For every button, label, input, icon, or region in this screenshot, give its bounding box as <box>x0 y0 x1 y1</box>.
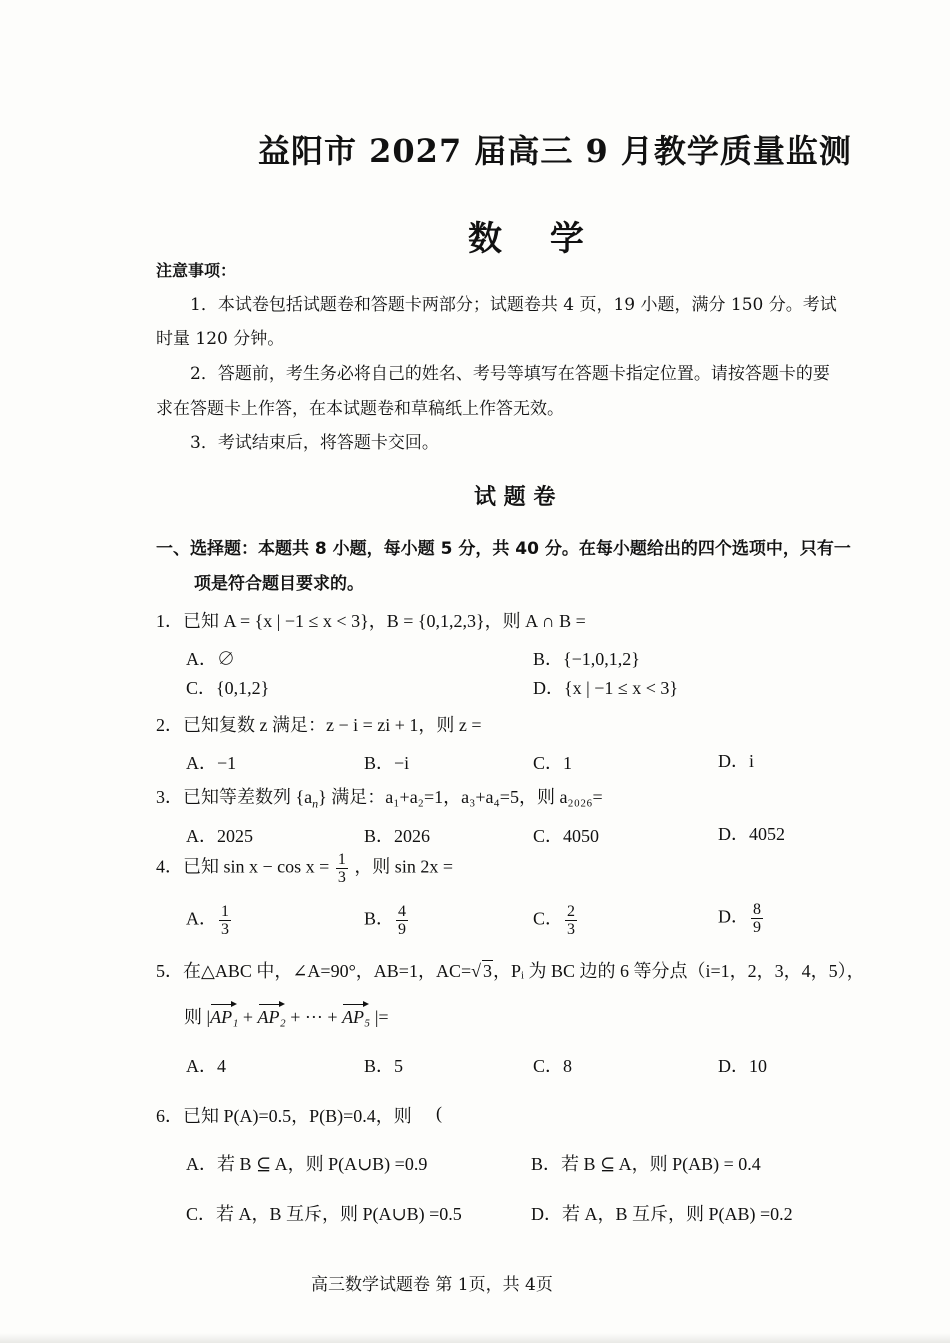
vector-ap5: AP₅ <box>342 1001 370 1028</box>
question-2-option-b: B．−i <box>364 753 410 773</box>
fraction-numerator: 1 <box>221 903 229 920</box>
subject-title: 数 学 <box>468 219 602 259</box>
question-6-option-c: C．若 A，B 互斥，则 P(A∪B) =0.5 <box>186 1204 462 1224</box>
question-4-option-c <box>533 903 579 938</box>
option-label: C． <box>533 908 564 929</box>
paper-title: 试 题 卷 <box>474 485 556 510</box>
question-4-option-d <box>718 901 765 936</box>
question-4-stem <box>156 851 453 886</box>
exam-title: 益阳市 2027 届高三 9 月教学质量监测 <box>258 132 852 170</box>
page-footer: 高三数学试题卷 第 1页，共 4页 <box>311 1275 553 1295</box>
notice-item-2-line-2: 求在答题卡上作答，在本试题卷和草稿纸上作答无效。 <box>156 399 564 419</box>
question-3-option-a: A．2025 <box>186 826 253 846</box>
option-fraction <box>751 901 763 936</box>
question-3-stem <box>156 783 603 812</box>
question-1-option-b: B．{−1,0,1,2} <box>533 649 640 669</box>
stray-bracket-mark: ( <box>436 1103 442 1123</box>
option-fraction <box>396 903 408 938</box>
question-6-option-b: B．若 B ⊆ A，则 P(AB) = 0.4 <box>531 1154 761 1174</box>
question-5-stem-prefix: 5．在△ABC 中，∠A=90°，AB=1，AC= <box>156 961 472 981</box>
abs-open: 则 | <box>184 1007 211 1027</box>
question-5-option-a: A．4 <box>186 1056 226 1076</box>
question-5-option-d: D．10 <box>718 1056 767 1076</box>
notice-item-2-line-1: 2．答题前，考生务必将自己的姓名、考号等填写在答题卡指定位置。请按答题卡的要 <box>190 364 830 384</box>
question-5-vector-expression <box>184 1001 389 1029</box>
question-2-option-a: A．−1 <box>186 753 237 773</box>
fraction-numerator: 4 <box>398 903 407 920</box>
plus-sign: + <box>238 1007 258 1027</box>
question-2-option-c: C．1 <box>533 753 573 773</box>
question-6-option-d: D．若 A，B 互斥，则 P(AB) =0.2 <box>531 1204 793 1224</box>
fraction-numerator: 1 <box>337 851 346 868</box>
question-5-sqrt-radicand: 3 <box>483 961 492 981</box>
question-5-stem <box>156 957 865 983</box>
question-1-option-c: C．{0,1,2} <box>186 678 270 698</box>
fraction-numerator: 8 <box>753 901 761 918</box>
question-1-stem: 1．已知 A = {x | −1 ≤ x < 3}，B = {0,1,2,3}，则 A ∩ B = <box>156 611 586 631</box>
notice-heading: 注意事项： <box>156 261 237 280</box>
question-2-stem: 2．已知复数 z 满足：z − i = zi + 1，则 z = <box>156 715 482 735</box>
fraction-denominator: 9 <box>398 921 407 938</box>
option-fraction <box>219 903 231 938</box>
question-3-stem-suffix: } 满足：a₁+a₂=1，a₃+a₄=5，则 a₂₀₂₆= <box>318 787 603 807</box>
notice-item-1-line-1: 1．本试卷包括试题卷和答题卡两部分；试题卷共 4 页，19 小题，满分 150 分。考试 <box>190 295 837 315</box>
fraction-denominator: 3 <box>221 921 229 938</box>
option-label: B． <box>364 908 395 929</box>
fraction-denominator: 9 <box>753 919 761 936</box>
vector-ap1: AP₁ <box>210 1001 238 1028</box>
question-6-stem: 6．已知 P(A)=0.5，P(B)=0.4，则 <box>156 1106 412 1126</box>
question-3-stem-prefix: 3．已知等差数列 {a <box>156 787 313 807</box>
notice-item-3: 3．考试结束后，将答题卡交回。 <box>190 433 439 453</box>
part-1-instruction-line-2: 项是符合题目要求的。 <box>194 574 364 594</box>
question-5-stem-suffix: ，Pᵢ 为 BC 边的 6 等分点（i=1，2，3，4，5）， <box>493 961 865 981</box>
question-3-option-d: D．4052 <box>718 824 785 844</box>
question-1-option-a: A．∅ <box>186 649 235 669</box>
option-fraction <box>565 903 577 938</box>
question-4-option-a <box>186 903 233 938</box>
question-6-option-a: A．若 B ⊆ A，则 P(A∪B) =0.9 <box>186 1154 428 1174</box>
question-5-option-b: B．5 <box>364 1056 404 1076</box>
option-label: A． <box>186 908 217 929</box>
question-3-option-c: C．4050 <box>533 826 600 846</box>
fraction-numerator: 2 <box>567 903 576 920</box>
question-4-option-b <box>364 903 410 938</box>
question-4-stem-suffix: ，则 sin 2x = <box>354 856 453 877</box>
notice-item-1-line-2: 时量 120 分钟。 <box>156 329 285 349</box>
question-3-subscript: n <box>312 796 319 811</box>
option-label: D． <box>718 906 749 927</box>
question-4-stem-prefix: 4．已知 sin x − cos x = <box>156 856 330 877</box>
sqrt-sign: √ <box>471 961 481 981</box>
ellipsis-sum: + ··· + <box>285 1007 343 1027</box>
fraction-denominator: 3 <box>567 921 576 938</box>
fraction-denominator: 3 <box>337 869 346 886</box>
question-2-option-d: D．i <box>718 751 754 771</box>
part-1-instruction-line-1: 一、选择题：本题共 8 小题，每小题 5 分，共 40 分。在每小题给出的四个选项中，只有一 <box>156 539 851 559</box>
scan-edge-shadow <box>0 1333 950 1343</box>
vector-ap2: AP₂ <box>258 1001 286 1028</box>
abs-close: |= <box>370 1007 389 1027</box>
question-1-option-d: D．{x | −1 ≤ x < 3} <box>533 678 679 698</box>
question-5-option-c: C．8 <box>533 1056 573 1076</box>
question-4-stem-fraction <box>336 851 348 886</box>
question-3-option-b: B．2026 <box>364 826 431 846</box>
